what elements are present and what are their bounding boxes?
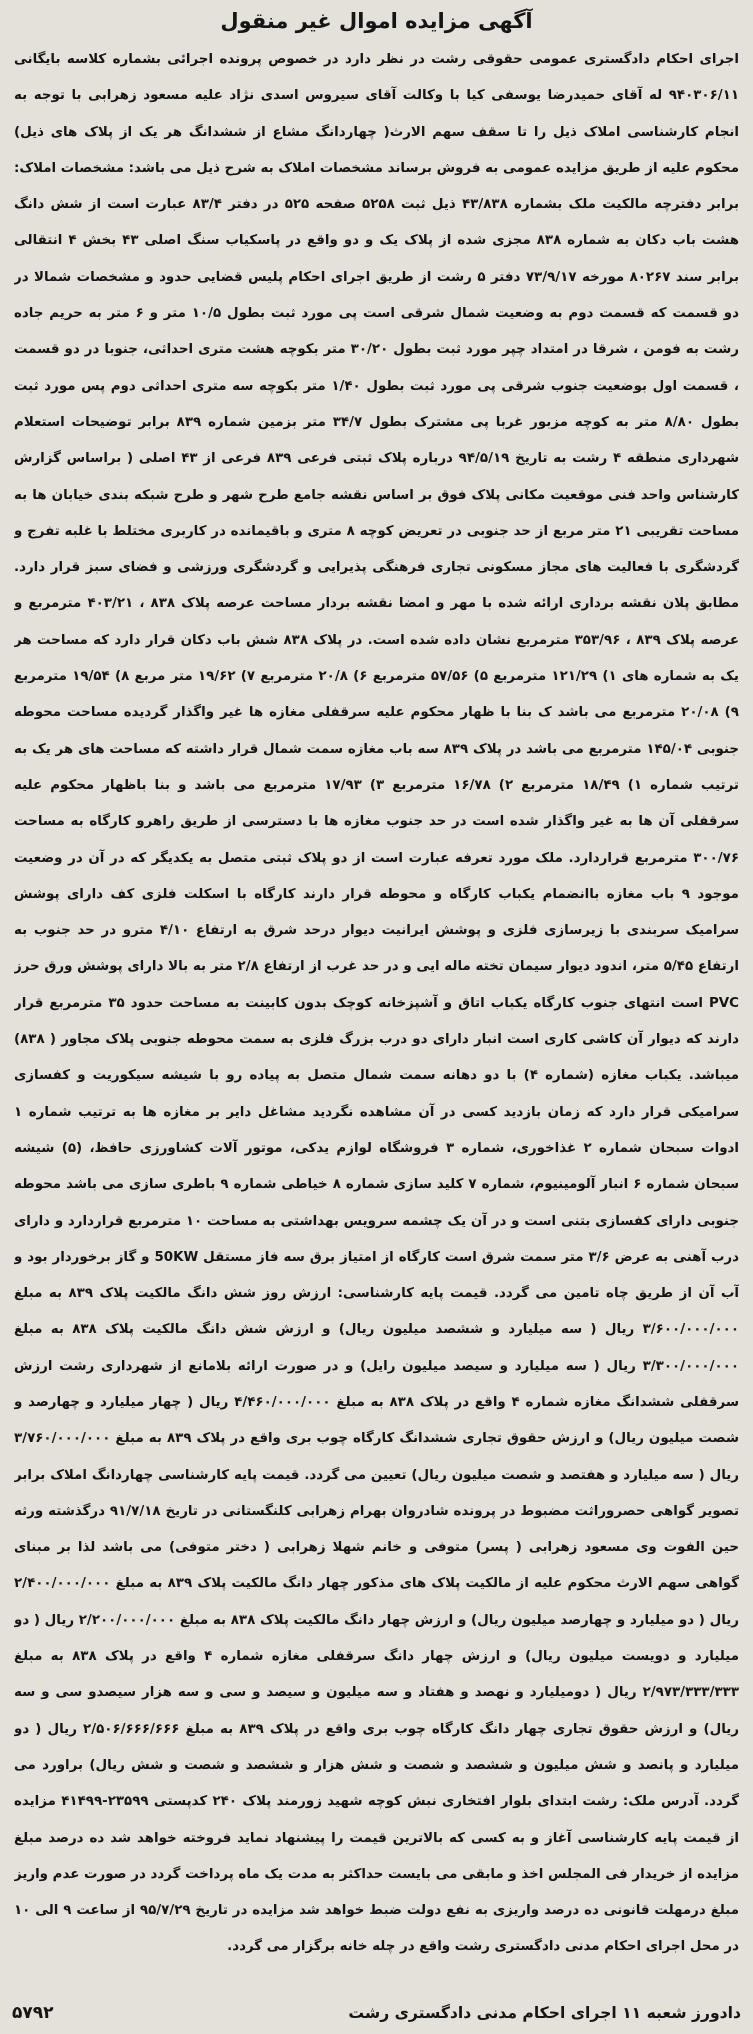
notice-body: اجرای احکام دادگستری عمومی حقوقی رشت در نظر دارد در خصوص پرونده اجرائی بشماره کلاسه بایگانی ۹۴۰۳۰۶/۱۱ له آقای حمیدرضا یوسفی کیا با وکالت آقای سیروس اسدی نژاد علیه مسعود زهرابی با توجه به انجام کارشناسی املاک ذیل را تا سقف سهم الارث( چهاردانگ مشاع از ششدانگ هر یک از پلاک های ذیل) محکوم علیه از طریق مزایده عمومی به فروش برساند مشخصات املاک به شرح ذیل می باشد: مشخصات املاک: برابر دفترچه مالکیت ملک بشماره ۴۳/۸۳۸ ذیل ثبت ۵۲۵۸ صفحه ۵۲۵ در دفتر ۸۳/۴ عبارت است از شش دانگ هشت باب دکان به شماره ۸۳۸ مجزی شده از پلاک یک و دو واقع در پاسکیاب سنگ اصلی ۴۳ بخش ۴ انتقالی برابر سند ۸۰۲۶۷ مورخه ۷۳/۹/۱۷ دفتر ۵ رشت از طریق اجرای احکام پلیس قضایی حدود و مشخصات شمالا در دو قسمت که قسمت دوم به وضعیت شمال شرقی است پی مورد ثبت بطول ۱۰/۵ متر و ۶ متر به حریم جاده رشت به فومن ، شرقا در امتداد چپر مورد ثبت بطول ۳۰/۲۰ متر بکوچه هشت متری احداثی، جنوبا در دو قسمت ، قسمت اول بوضعیت جنوب شرقی پی مورد ثبت بطول ۱/۴۰ متر بکوچه سه متری احداثی دوم پس مورد ثبت بطول ۸/۸۰ متر به کوچه مزبور غربا پی مشترک بطول ۳۴/۷ متر بزمین شماره ۸۳۹ برابر توضیحات استعلام شهرداری منطقه ۴ رشت به تاریخ ۹۴/۵/۱۹ درباره پلاک ثبتی فرعی ۸۳۹ فرعی از ۴۳ اصلی ( براساس گزارش کارشناس واحد فنی موقعیت مکانی پلاک فوق بر اساس نقشه جامع طرح شهر و طرح شبکه بندی خیابان ها به مساحت تقریبی ۲۱ متر مربع از حد جنوبی در تعریض کوچه ۸ متری و باقیمانده در کاربری مختلط با غلبه تفرج و گردشگری با فعالیت های مجاز مسکونی تجاری فرهنگی پذیرایی و گردشگری ورزشی و فضای سبز قرار دارد. مطابق پلان نقشه برداری ارائه شده با مهر و امضا نقشه بردار مساحت عرصه پلاک ۸۳۸ ، ۴۰۳/۲۱ مترمربع و عرصه پلاک ۸۳۹ ، ۳۵۳/۹۶ مترمربع نشان داده شده است. در پلاک ۸۳۸ شش باب دکان قرار دارد که مساحت هر یک به شماره های ۱) ۱۲۱/۲۹ مترمربع ۵) ۵۷/۵۶ مترمربع ۶) ۲۰/۸ مترمربع ۷) ۱۹/۶۲ متر مربع ۸) ۱۹/۵۴ مترمربع ۹) ۲۰/۰۸ مترمربع می باشد ک بنا با ظهار محکوم علیه سرقفلی مغازه ها غیر واگذار گردیده مساحت محوطه جنوبی ۱۴۵/۰۴ مترمربع می باشد در پلاک ۸۳۹ سه باب مغازه سمت شمال قرار داشته که مساحت های هر یک به ترتیب شماره ۱) ۱۸/۴۹ مترمربع ۲) ۱۶/۷۸ مترمربع ۳) ۱۷/۹۳ مترمربع می باشد و بنا باظهار محکوم علیه سرقفلی آن ها به غیر واگذار شده است در حد جنوب مغازه ها با دسترسی از طریق راهرو کارگاه به مساحت ۳۰۰/۷۶ مترمربع قراردارد. ملک مورد تعرفه عبارت است از دو پلاک ثبتی متصل به یکدیگر که در آن در وضعیت موجود ۹ باب مغازه باانضمام یکباب کارگاه و محوطه قرار دارند کارگاه با اسکلت فلزی کف دارای پوشش سرامیک سربندی با زیرسازی فلزی و پوشش ایرانیت دیوار درحد شرق به ارتفاع ۴/۱۰ مترو در حد جنوب به ارتفاع ۵/۴۵ متر، اندود دیوار سیمان تخته ماله ایی و در حد غرب از ارتفاع ۲/۸ متر به بالا دارای پوشش ورق حرز PVC است انتهای جنوب کارگاه یکباب اتاق و آشپزخانه کوچک بدون کابینت به مساحت حدود ۳۵ مترمربع قرار دارند که دیوار آن کاشی کاری است انبار دارای دو درب بزرگ فلزی به سمت محوطه جنوبی پلاک مجاور ( ۸۳۸) میباشد. یکباب مغازه (شماره ۴) با دو دهانه سمت شمال متصل به پیاده رو با شیشه سیکوریت و کفسازی سرامیکی قرار دارد که زمان بازدید کسی در آن مشاهده نگردید مشاغل دایر بر مغازه ها به ترتیب شماره ۱ ادوات سبحان شماره ۲ غذاخوری، شماره ۳ فروشگاه لوازم یدکی، موتور آلات کشاورزی حافظ، (۵) شیشه سبحان شماره ۶ انبار آلومینیوم، شماره ۷ کلید سازی شماره ۸ خیاطی شماره ۹ باطری سازی می باشد محوطه جنوبی دارای کفسازی بتنی است و در آن یک چشمه سرویس بهداشتی به مساحت ۱۰ مترمربع قراردارد و دارای درب آهنی به عرض ۳/۶ متر سمت شرق است کارگاه از امتیاز برق سه فاز مستقل 50KW و گاز برخوردار بود و آب آن از طریق چاه تامین می گردد. قیمت پایه کارشناسی: ارزش روز شش دانگ مالکیت پلاک ۸۳۹ به مبلغ ۳/۶۰۰/۰۰۰/۰۰۰ ریال ( سه میلیارد و ششصد میلیون ریال) و ارزش شش دانگ مالکیت پلاک ۸۳۸ به مبلغ ۳/۳۰۰/۰۰۰/۰۰۰ ریال ( سه میلیارد و سیصد میلیون رایل) و در صورت ارائه بلامانع از شهرداری رشت ارزش سرقفلی ششدانگ مغازه شماره ۴ واقع در پلاک ۸۳۸ به مبلغ ۴/۴۶۰/۰۰۰/۰۰۰ ریال ( چهار میلیارد و چهارصد و شصت میلیون ریال) و ارزش حقوق تجاری ششدانگ کارگاه چوب بری واقع در پلاک ۸۳۹ به مبلغ ۳/۷۶۰/۰۰۰/۰۰۰ ریال ( سه میلیارد و هفتصد و شصت میلیون ریال) تعیین می گردد. قیمت پایه کارشناسی چهاردانگ املاک برابر تصویر گواهی حصروراثت مضبوط در پرونده شادروان بهرام زهرابی کلنگستانی در تاریخ ۹۱/۷/۱۸ درگذشته ورثه حین الفوت وی مسعود زهرابی ( پسر) متوفی و خانم شهلا زهرابی ( دختر متوفی) می باشد لذا بر مبنای گواهی سهم الارث محکوم علیه از مالکیت پلاک های مذکور چهار دانگ مالکیت پلاک ۸۳۹ به مبلغ ۲/۴۰۰/۰۰۰/۰۰۰ ریال ( دو میلیارد و چهارصد میلیون ریال) و ارزش چهار دانگ مالکیت پلاک ۸۳۸ به مبلغ ۲/۲۰۰/۰۰۰/۰۰۰ ریال ( دو میلیارد و دویست میلیون ریال) و ارزش چهار دانگ سرقفلی مغازه شماره ۴ واقع در پلاک ۸۳۸ به مبلغ ۲/۹۷۳/۳۳۳/۳۳۳ ریال ( دومیلیارد و نهصد و هفتاد و سه میلیون و سیصد و سی و سه هزار سیصدو سی و سه ریال) و ارزش حقوق تجاری چهار دانگ کارگاه چوب بری واقع در پلاک ۸۳۹ به مبلغ ۲/۵۰۶/۶۶۶/۶۶۶ ریال ( دو میلیارد و پانصد و شش میلیون و ششصد و شصت و شش هزار و ششصد و شصت و شش ریال) براورد می گردد. آدرس ملک: رشت ابتدای بلوار افتخاری نبش کوچه شهید زورمند پلاک ۲۴۰ کدپستی ۲۳۵۹۹-۴۱۴۹۹ مزایده از قیمت پایه کارشناسی آغاز و به کسی که بالاترین قیمت را پیشنهاد نماید فروخته خواهد شد ده درصد مبلغ مزایده از خریدار فی المجلس اخذ و مابقی می بایست حداکثر به مدت یک ماه پرداخت گردد در صورت عدم واریز مبلغ درمهلت قانونی ده درصد واریزی به نفع دولت ضبط خواهد شد مزایده در تاریخ ۹۵/۷/۲۹ از ساعت ۹ الی ۱۰ در محل اجرای احکام مدنی دادگستری رشت واقع در چله خانه برگزار می گردد. — [14, 52, 739, 1955]
notice-signature: دادورز شعبه ۱۱ اجرای احکام مدنی دادگستری رشت — [348, 2004, 741, 2022]
notice-code: ۵۷۹۲ — [12, 2003, 54, 2023]
notice-title: آگهی مزایده اموال غیر منقول — [220, 9, 533, 33]
notice-footer — [12, 1998, 741, 2028]
